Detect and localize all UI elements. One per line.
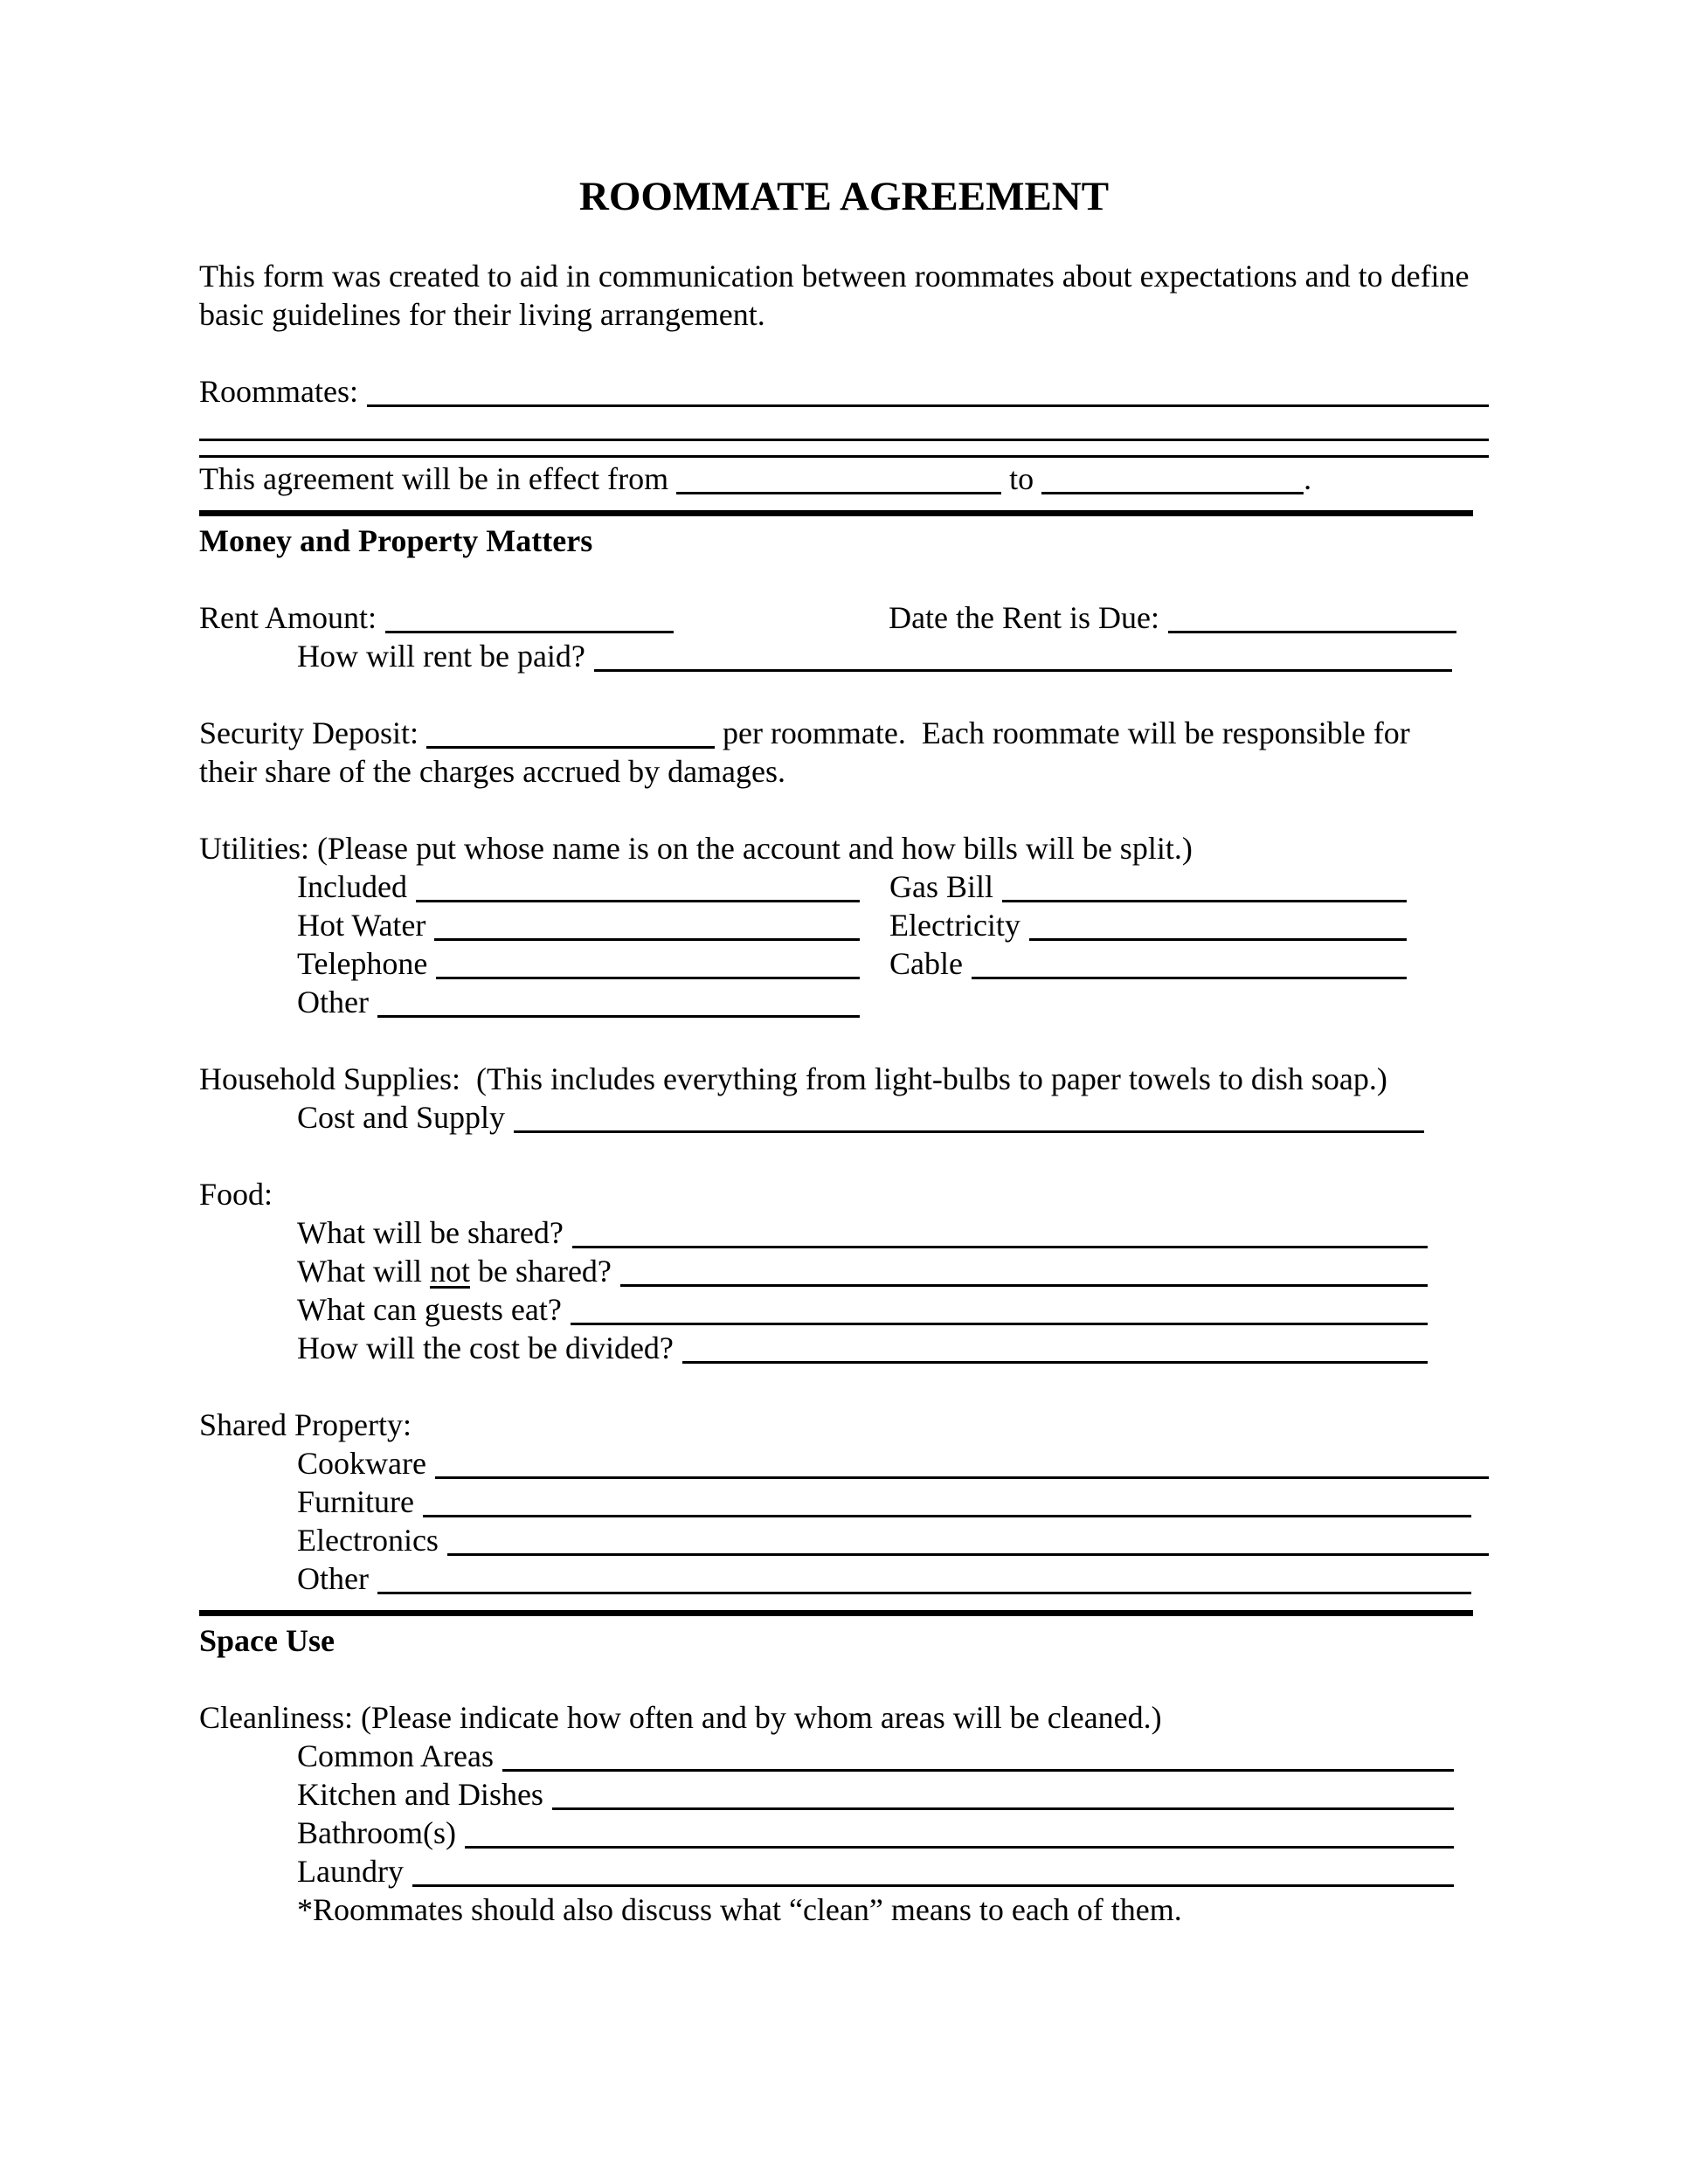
cable-field[interactable]: [972, 975, 1407, 979]
roommates-field-line-3[interactable]: [199, 453, 1489, 458]
utilities-other-field[interactable]: [377, 1013, 860, 1018]
security-deposit-text: per roommate. Each roommate will be responsible for: [714, 715, 1410, 750]
utilities-right-cell: [889, 906, 1489, 944]
bathrooms-row: [199, 1814, 1489, 1852]
cookware-field[interactable]: [435, 1475, 1489, 1479]
security-deposit-paragraph: [199, 714, 1484, 791]
intro-paragraph: This form was created to aid in communication between roommates about expectations and to define basic guidelines for their living arrangement.: [199, 259, 1470, 332]
shared-property-label: Shared Property:: [199, 1407, 412, 1442]
household-cost-field[interactable]: [514, 1129, 1424, 1133]
money-section-heading: Money and Property Matters: [199, 523, 593, 558]
household-supplies-label: Household Supplies: (This includes everything from light-bulbs to paper towels to dish soap.): [199, 1061, 1387, 1096]
utilities-row: [199, 906, 1489, 944]
utilities-included-label: Included: [297, 869, 407, 904]
rent-due-label: Date the Rent is Due:: [889, 600, 1159, 635]
utilities-row: [199, 867, 1489, 906]
utilities-right-cell: [889, 944, 1489, 983]
food-guests-label: What can guests eat?: [297, 1292, 562, 1327]
utilities-other-label: Other: [297, 985, 369, 1019]
food-label: Food:: [199, 1177, 273, 1212]
cleanliness-label: Cleanliness: (Please indicate how often and by whom areas will be cleaned.): [199, 1700, 1162, 1735]
rent-payment-label: How will rent be paid?: [297, 639, 585, 674]
food-not-shared-row: [199, 1252, 1489, 1290]
utilities-row: [199, 983, 1489, 1021]
rent-payment-row: [199, 637, 1489, 675]
cookware-label: Cookware: [297, 1446, 426, 1481]
shared-other-row: [199, 1559, 1489, 1598]
telephone-label: Telephone: [297, 946, 428, 981]
food-not-shared-label: [297, 1252, 612, 1290]
security-deposit-label: Security Deposit:: [199, 715, 426, 750]
common-areas-field[interactable]: [502, 1767, 1454, 1772]
cookware-row: [199, 1444, 1489, 1482]
roommates-label: Roommates:: [199, 374, 358, 409]
telephone-field[interactable]: [436, 975, 860, 979]
roommates-extra-row: [199, 448, 1489, 453]
rent-row: [199, 598, 1489, 637]
electricity-field[interactable]: [1029, 936, 1407, 941]
food-not-underlined-text: not: [429, 1254, 470, 1289]
effect-sentence: [199, 460, 1484, 498]
food-cost-label: How will the cost be divided?: [297, 1330, 674, 1365]
rent-amount-label: Rent Amount:: [199, 600, 377, 635]
food-shared-row: [199, 1213, 1489, 1252]
laundry-label: Laundry: [297, 1854, 404, 1889]
household-cost-label: Cost and Supply: [297, 1100, 506, 1135]
kitchen-dishes-label: Kitchen and Dishes: [297, 1777, 543, 1812]
security-deposit-field[interactable]: [426, 744, 715, 749]
food-shared-field[interactable]: [572, 1244, 1428, 1248]
household-cost-row: [199, 1098, 1489, 1137]
space-section-heading: Space Use: [199, 1623, 335, 1658]
furniture-field[interactable]: [423, 1513, 1471, 1517]
utilities-left-cell: [297, 944, 863, 983]
utilities-right-cell: [889, 867, 1489, 906]
cable-label: Cable: [889, 946, 963, 981]
food-not-shared-field[interactable]: [620, 1282, 1428, 1287]
food-shared-label: What will be shared?: [297, 1215, 564, 1250]
furniture-row: [199, 1482, 1489, 1521]
kitchen-dishes-row: [199, 1775, 1489, 1814]
guests-eat-field[interactable]: [571, 1321, 1428, 1325]
section-divider: [199, 1610, 1473, 1616]
rent-payment-field[interactable]: [594, 667, 1452, 672]
common-areas-label: Common Areas: [297, 1738, 494, 1773]
utilities-row: [199, 944, 1489, 983]
food-guests-row: [199, 1290, 1489, 1329]
food-not-shared-post-text: be shared?: [469, 1254, 612, 1289]
furniture-label: Furniture: [297, 1484, 414, 1519]
effect-between-text: to: [1001, 461, 1042, 496]
security-deposit-text-line2: their share of the charges accrued by damages.: [199, 754, 786, 789]
roommates-field-line-1[interactable]: [367, 403, 1489, 407]
electronics-row: [199, 1521, 1489, 1559]
electronics-label: Electronics: [297, 1523, 439, 1558]
gas-bill-label: Gas Bill: [889, 869, 994, 904]
effect-from-field[interactable]: [676, 490, 1001, 494]
roommates-row: [199, 372, 1489, 411]
shared-other-field[interactable]: [377, 1590, 1471, 1594]
laundry-field[interactable]: [412, 1883, 1454, 1887]
section-divider: [199, 510, 1473, 516]
effect-to-field[interactable]: [1041, 490, 1304, 494]
utilities-left-cell: [297, 867, 863, 906]
electronics-field[interactable]: [447, 1552, 1489, 1556]
rent-amount-field[interactable]: [385, 629, 674, 633]
shared-other-label: Other: [297, 1561, 369, 1596]
bathrooms-field[interactable]: [465, 1844, 1454, 1849]
kitchen-dishes-field[interactable]: [552, 1806, 1454, 1810]
food-not-shared-pre-text: What will: [297, 1254, 430, 1289]
effect-before-text: This agreement will be in effect from: [199, 461, 677, 496]
hot-water-field[interactable]: [434, 936, 860, 941]
roommates-extra-row: [199, 432, 1489, 436]
utilities-left-cell: [297, 983, 863, 1021]
food-cost-row: [199, 1329, 1489, 1367]
laundry-row: [199, 1852, 1489, 1890]
cost-divided-field[interactable]: [682, 1359, 1428, 1364]
utilities-left-cell: [297, 906, 863, 944]
gas-bill-field[interactable]: [1002, 898, 1407, 902]
rent-due-field[interactable]: [1168, 629, 1456, 633]
roommates-field-line-2[interactable]: [199, 437, 1489, 441]
utilities-label: Utilities: (Please put whose name is on the account and how bills will be split.): [199, 831, 1193, 866]
cleanliness-note: *Roommates should also discuss what “clean” means to each of them.: [297, 1892, 1182, 1927]
effect-period-text: .: [1304, 461, 1312, 496]
hot-water-label: Hot Water: [297, 908, 426, 943]
common-areas-row: [199, 1737, 1489, 1775]
electricity-label: Electricity: [889, 908, 1020, 943]
page-title: ROOMMATE AGREEMENT: [578, 174, 1110, 219]
utilities-included-field[interactable]: [416, 898, 860, 902]
bathrooms-label: Bathroom(s): [297, 1815, 456, 1850]
